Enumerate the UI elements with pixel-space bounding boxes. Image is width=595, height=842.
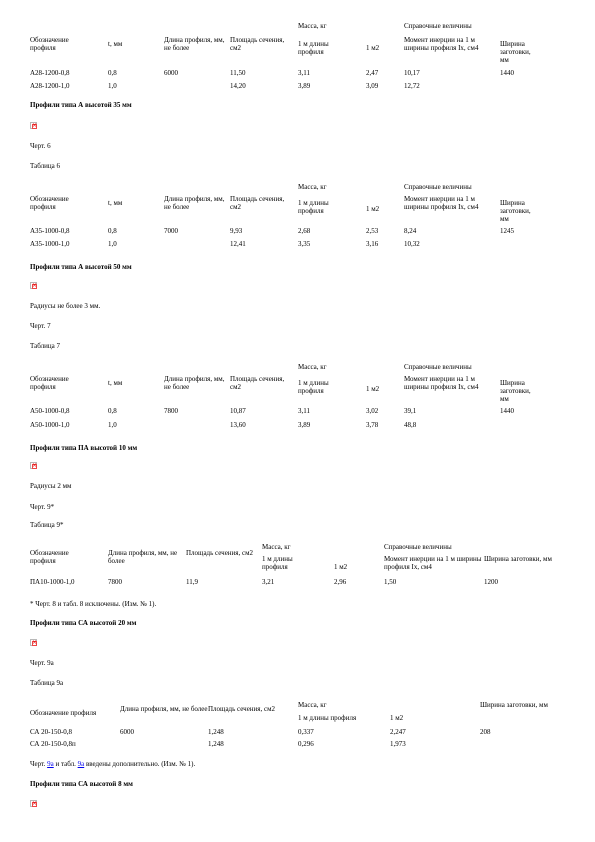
section-title: Профили типа СА высотой 8 мм — [30, 780, 133, 788]
figure-caption: Черт. 7 — [30, 322, 51, 330]
table-cell: 9,93 — [230, 227, 243, 235]
table-cell: 2,96 — [334, 578, 347, 586]
area-header: Площадь сечения, см2 — [230, 195, 285, 211]
table-cell: СА 20-150-0,8 — [30, 728, 73, 736]
mass-m2-header: 1 м2 — [390, 714, 404, 722]
table-cell: 3,35 — [298, 240, 311, 248]
designation-header: Обозначение профиля — [30, 709, 97, 717]
table-cell: 12,41 — [230, 240, 246, 248]
table-cell: 10,17 — [404, 69, 420, 77]
blank-width-header: Ширина заготовки, мм — [480, 701, 548, 709]
broken-image-icon: × — [31, 282, 38, 289]
table-cell: 8,24 — [404, 227, 417, 235]
mass-length-header: 1 м длины профиля — [298, 199, 329, 215]
table-cell: 208 — [480, 728, 491, 736]
moment-header: Момент инерции на 1 м ширины профиля Ix, см4 — [404, 36, 479, 52]
section-title: Профили типа ПА высотой 10 мм — [30, 444, 138, 452]
mass-m2-header: 1 м2 — [334, 563, 348, 571]
table-cell: 10,32 — [404, 240, 420, 248]
table-cell: 3,09 — [366, 82, 379, 90]
table-cell: 0,296 — [298, 740, 314, 748]
thickness-header: t, мм — [108, 40, 123, 48]
mass-m2-header: 1 м2 — [366, 385, 380, 393]
area-header: Площадь сечения, см2 — [230, 375, 285, 391]
table-cell: 1245 — [500, 227, 514, 235]
designation-header: Обозначение профиля — [30, 36, 69, 52]
mass-m2-header: 1 м2 — [366, 44, 380, 52]
amendment-text: Черт. — [30, 760, 48, 768]
table-cell: 12,72 — [404, 82, 420, 90]
table-cell: 6000 — [120, 728, 134, 736]
table-cell: 13,60 — [230, 421, 246, 429]
table-cell: 7000 — [164, 227, 178, 235]
table-cell: 48,8 — [404, 421, 417, 429]
table-cell: 0,8 — [108, 227, 117, 235]
table-cell: 1,0 — [108, 240, 117, 248]
moment-header: Момент инерции на 1 м ширины профиля Ix, см4 — [404, 375, 479, 391]
table-cell: А50-1000-1,0 — [30, 421, 70, 429]
table-cell: 14,20 — [230, 82, 246, 90]
thickness-header: t, мм — [108, 379, 123, 387]
table-cell: А35-1000-0,8 — [30, 227, 70, 235]
table-cell: 7800 — [164, 407, 178, 415]
table-cell: 1,973 — [390, 740, 406, 748]
table-cell: А28-1200-1,0 — [30, 82, 70, 90]
mass-header: Масса, кг — [298, 701, 327, 709]
broken-image-icon: × — [31, 122, 38, 129]
figure-note: Радиусы 2 мм — [30, 482, 72, 490]
table-cell: 1200 — [484, 578, 498, 586]
mass-length-header: 1 м длины профиля — [262, 555, 293, 571]
table-caption: Таблица 6 — [30, 162, 60, 170]
table-cell: 1440 — [500, 69, 514, 77]
table-cell: 10,87 — [230, 407, 246, 415]
table-cell: 0,337 — [298, 728, 314, 736]
length-header: Длина профиля, мм, не более — [164, 195, 225, 211]
table-cell: А50-1000-0,8 — [30, 407, 70, 415]
section-title: Профили типа СА высотой 20 мм — [30, 619, 137, 627]
mass-header: Масса, кг — [298, 363, 327, 371]
table-cell: 2,47 — [366, 69, 379, 77]
table-cell: 0,8 — [108, 69, 117, 77]
table-cell: А28-1200-0,8 — [30, 69, 70, 77]
ref-header: Справочные величины — [384, 543, 452, 551]
figure-link[interactable]: 9а — [47, 760, 54, 768]
table-cell: 1,50 — [384, 578, 397, 586]
amendment-text: введены дополнительно. (Изм. № 1). — [84, 760, 196, 768]
table-cell: 3,89 — [298, 82, 311, 90]
thickness-header: t, мм — [108, 199, 123, 207]
amendment-note — [30, 760, 195, 768]
table-cell: СА 20-150-0,8п — [30, 740, 76, 748]
table-cell: 39,1 — [404, 407, 417, 415]
table-cell: А35-1000-1,0 — [30, 240, 70, 248]
table-cell: 1,248 — [208, 740, 224, 748]
broken-image-icon: × — [31, 639, 38, 646]
blank-width-header: Ширина заготовки, мм — [484, 555, 552, 563]
mass-length-header: 1 м длины профиля — [298, 714, 357, 722]
table-cell: 6000 — [164, 69, 178, 77]
length-header: Длина профиля, мм, не более — [120, 705, 208, 713]
ref-header: Справочные величины — [404, 22, 472, 30]
section-title: Профили типа А высотой 35 мм — [30, 101, 132, 109]
moment-header: Момент инерции на 1 м ширины профиля Ix, см4 — [384, 555, 482, 571]
mass-length-header: 1 м длины профиля — [298, 40, 329, 56]
table-caption: Таблица 9* — [30, 521, 64, 529]
table-cell: 11,50 — [230, 69, 246, 77]
figure-note: Радиусы не более 3 мм. — [30, 302, 101, 310]
table-cell: 3,02 — [366, 407, 379, 415]
designation-header: Обозначение профиля — [30, 375, 69, 391]
ref-header: Справочные величины — [404, 363, 472, 371]
table-cell: ПА10-1000-1,0 — [30, 578, 75, 586]
length-header: Длина профиля, мм, не более — [164, 36, 225, 52]
figure-caption: Черт. 9* — [30, 503, 55, 511]
designation-header: Обозначение профиля — [30, 549, 69, 565]
table-cell: 1,0 — [108, 421, 117, 429]
section-title: Профили типа А высотой 50 мм — [30, 263, 132, 271]
area-header: Площадь сечения, см2 — [230, 36, 285, 52]
area-header: Площадь сечения, см2 — [186, 549, 254, 557]
table-cell: 2,53 — [366, 227, 379, 235]
length-header: Длина профиля, мм, не более — [108, 549, 178, 565]
table-cell: 11,9 — [186, 578, 198, 586]
broken-image-icon: × — [31, 462, 38, 469]
mass-length-header: 1 м длины профиля — [298, 379, 329, 395]
ref-header: Справочные величины — [404, 183, 472, 191]
table-caption: Таблица 7 — [30, 342, 60, 350]
table-cell: 3,89 — [298, 421, 311, 429]
table-cell: 2,247 — [390, 728, 406, 736]
table-cell: 3,78 — [366, 421, 379, 429]
blank-width-header: Ширина заготовки, мм — [500, 40, 531, 64]
table-cell: 3,16 — [366, 240, 379, 248]
figure-caption: Черт. 9а — [30, 659, 54, 667]
broken-image-icon: × — [31, 800, 38, 807]
figure-caption: Черт. 6 — [30, 142, 51, 150]
blank-width-header: Ширина заготовки, мм — [500, 199, 531, 223]
table-cell: 0,8 — [108, 407, 117, 415]
table-cell: 1,248 — [208, 728, 224, 736]
mass-header: Масса, кг — [298, 22, 327, 30]
table-cell: 3,11 — [298, 69, 310, 77]
table-cell: 2,68 — [298, 227, 311, 235]
designation-header: Обозначение профиля — [30, 195, 69, 211]
table-cell: 3,11 — [298, 407, 310, 415]
length-header: Длина профиля, мм, не более — [164, 375, 225, 391]
table-caption: Таблица 9а — [30, 679, 64, 687]
footnote: * Черт. 8 и табл. 8 исключены. (Изм. № 1). — [30, 600, 157, 608]
mass-m2-header: 1 м2 — [366, 205, 380, 213]
table-cell: 1,0 — [108, 82, 117, 90]
amendment-text: и табл. — [53, 760, 78, 768]
blank-width-header: Ширина заготовки, мм — [500, 379, 531, 403]
area-header: Площадь сечения, см2 — [208, 705, 276, 713]
table-cell: 7800 — [108, 578, 122, 586]
mass-header: Масса, кг — [298, 183, 327, 191]
mass-header: Масса, кг — [262, 543, 291, 551]
moment-header: Момент инерции на 1 м ширины профиля Ix, см4 — [404, 195, 479, 211]
table-cell: 3,21 — [262, 578, 275, 586]
table-cell: 1440 — [500, 407, 514, 415]
table-link[interactable]: 9а — [77, 760, 85, 768]
